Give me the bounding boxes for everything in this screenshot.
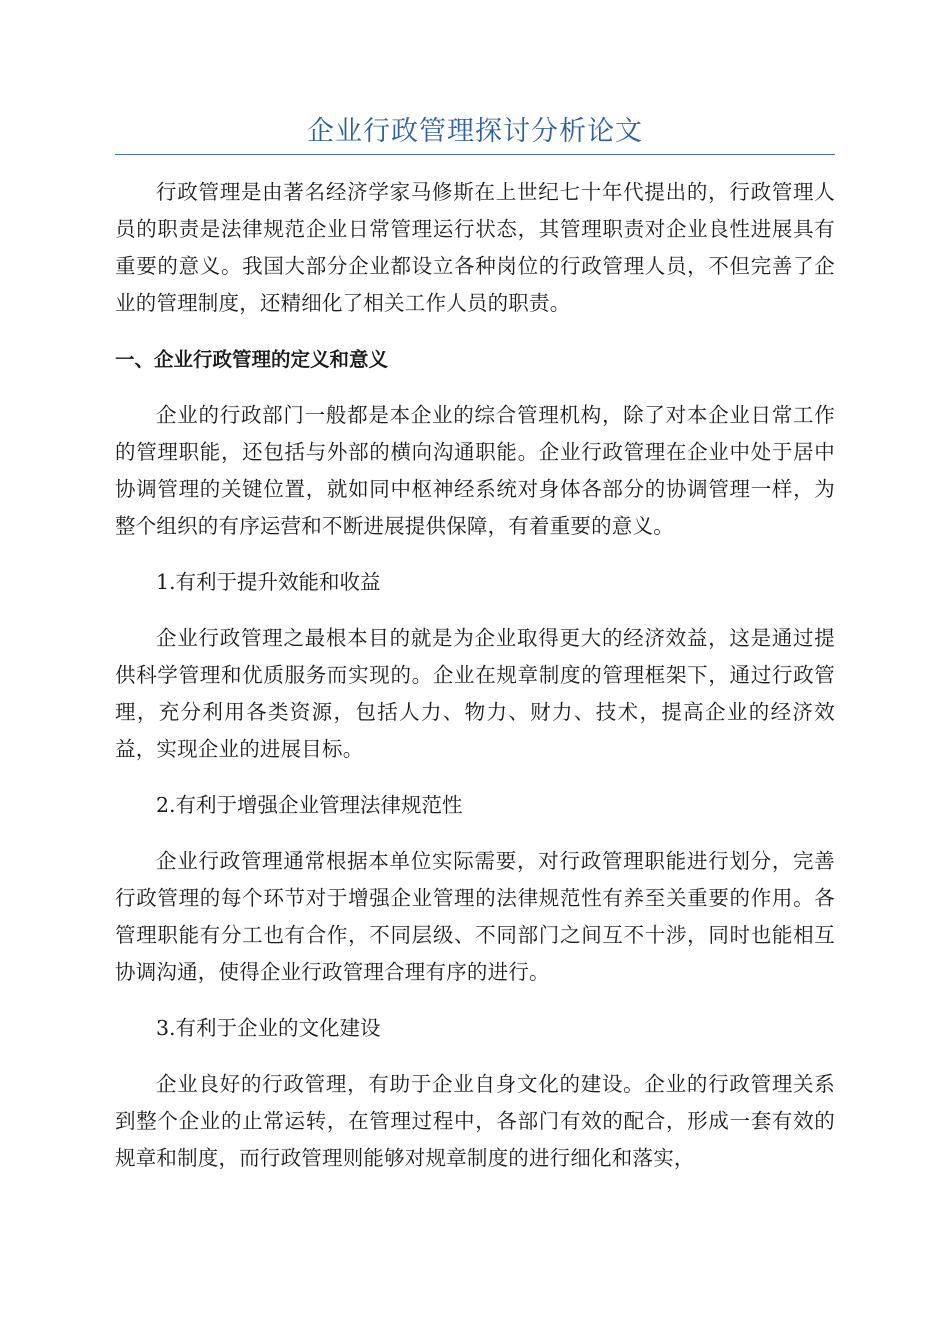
subsection-paragraph-2: 企业行政管理通常根据本单位实际需要，对行政管理职能进行划分，完善行政管理的每个环节对于增强企业管理的法律规范性有养至关重要的作用。各管理职能有分工也有合作，不同层级、不同部门之间互不十涉，同时也能相互协调沟通，使得企业行政管理合理有序的进行。 <box>115 849 835 984</box>
section-paragraph: 企业的行政部门一般都是本企业的综合管理机构，除了对本企业日常工作的管理职能，还包括与外部的横向沟通职能。企业行政管理在企业中处于居中协调管理的关键位置，就如同中枢神经系统对身体各部分的协调管理一样，为整个组织的有序运营和不断进展提供保障，有着重要的意义。 <box>115 403 835 538</box>
subsection-paragraph-3: 企业良好的行政管理，有助于企业自身文化的建设。企业的行政管理关系到整个企业的止常运转，在管理过程中，各部门有效的配合，形成一套有效的规章和制度，而行政管理则能够对规章制度的进行细化和落实， <box>115 1072 835 1170</box>
document-body <box>115 174 835 1177</box>
title-underline <box>115 154 835 155</box>
subsection-heading-1: 1.有利于提升效能和收益 <box>156 570 381 594</box>
section-heading: 一、企业行政管理的定义和意义 <box>115 348 389 371</box>
subsection-heading-3: 3.有利于企业的文化建设 <box>156 1016 381 1040</box>
intro-paragraph: 行政管理是由著名经济学家马修斯在上世纪七十年代提出的，行政管理人员的职责是法律规范企业日常管理运行状态，其管理职责对企业良性进展具有重要的意义。我国大部分企业都设立各种岗位的行政管理人员，不但完善了企业的管理制度，还精细化了相关工作人员的职责。 <box>115 180 835 315</box>
document-title: 企业行政管理探讨分析论文 <box>307 116 643 147</box>
subsection-heading-2: 2.有利于增强企业管理法律规范性 <box>156 793 463 817</box>
subsection-paragraph-1: 企业行政管理之最根本目的就是为企业取得更大的经济效益，这是通过提供科学管理和优质服务而实现的。企业在规章制度的管理框架下，通过行政管理，充分利用各类资源，包括人力、物力、财力、技术，提高企业的经济效益，实现企业的进展目标。 <box>115 626 835 761</box>
